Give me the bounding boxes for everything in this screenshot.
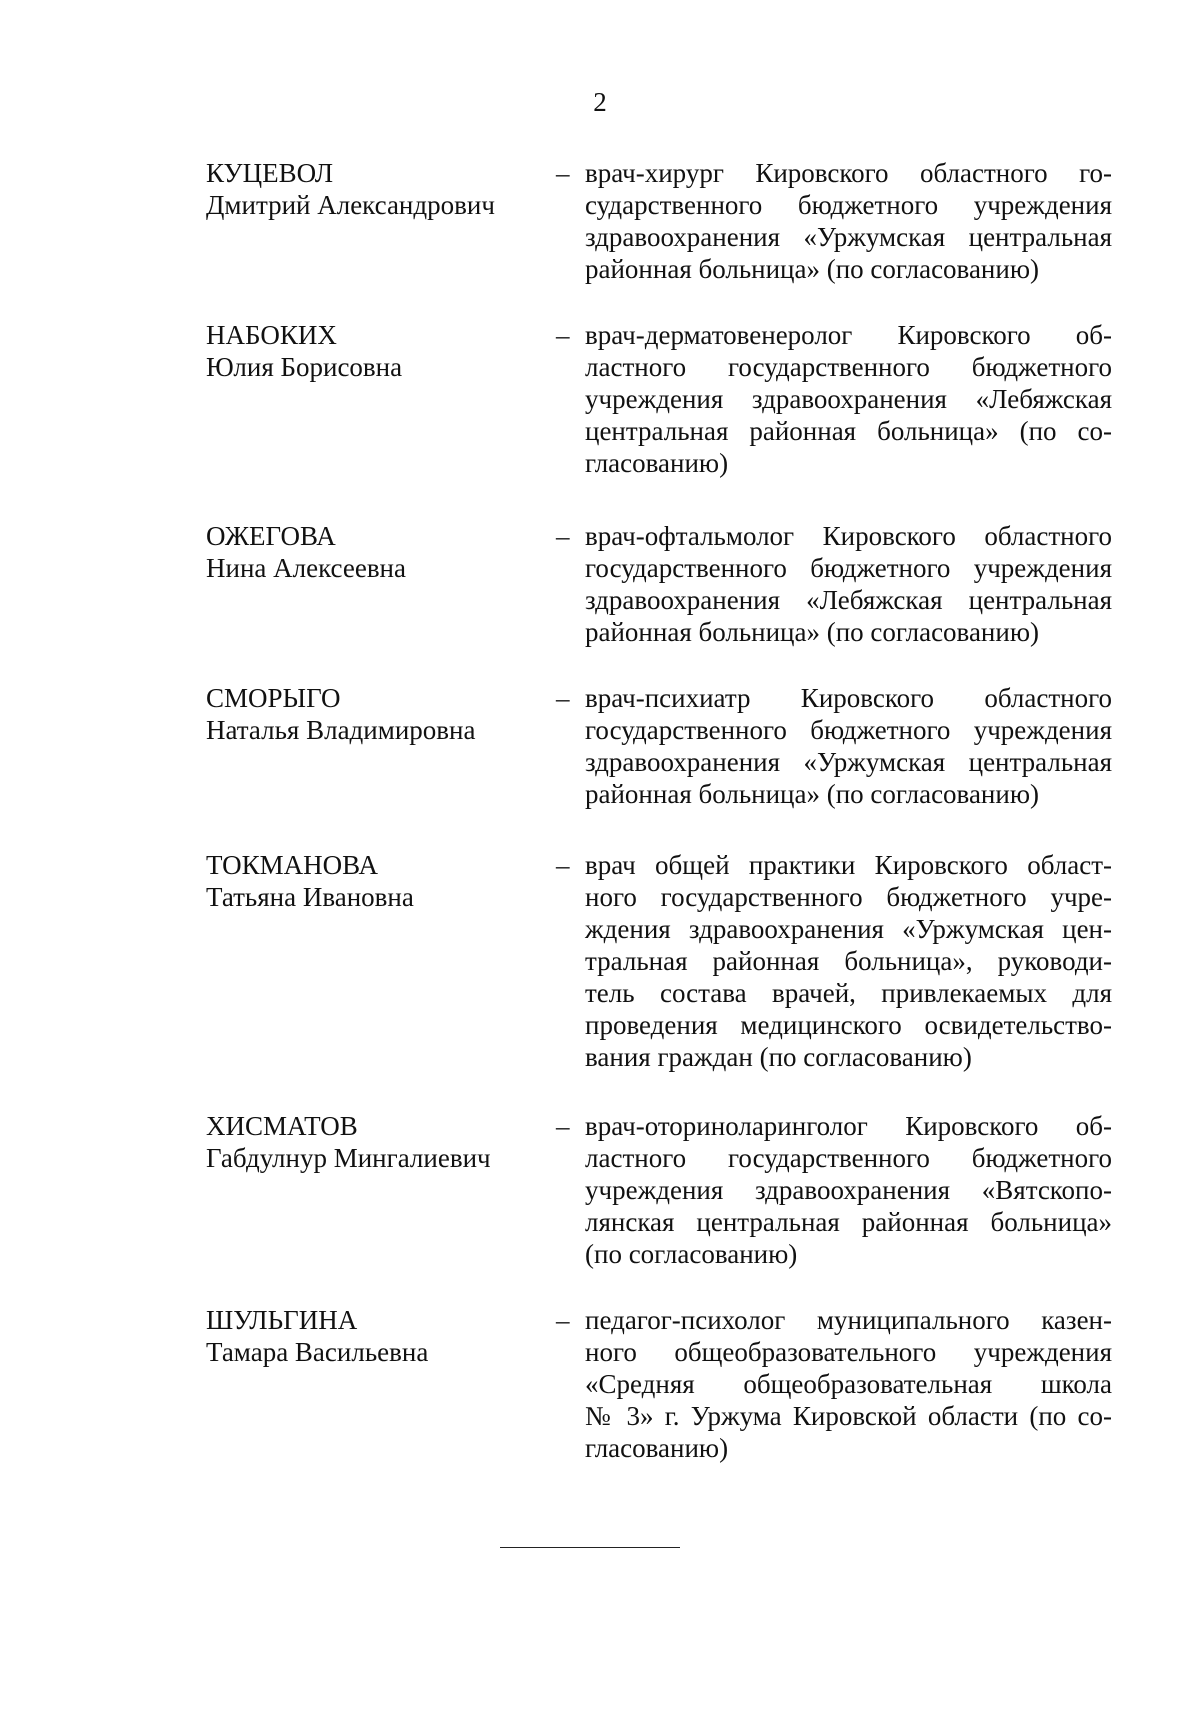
role-line: районная больница» (по согласованию) xyxy=(585,779,1039,809)
entry-dash: – xyxy=(556,320,570,350)
role-line: ластного государственного бюджетного xyxy=(585,1143,1112,1173)
member-name xyxy=(206,157,536,221)
role-line: районная больница» (по согласованию) xyxy=(585,617,1039,647)
member-role xyxy=(585,157,1112,285)
role-line: вания граждан (по согласованию) xyxy=(585,1042,972,1072)
member-name xyxy=(206,319,536,383)
role-line: гласованию) xyxy=(585,448,729,478)
role-line: лянская центральная районная больница» xyxy=(585,1207,1112,1237)
member-role xyxy=(585,319,1112,479)
member-name xyxy=(206,1304,536,1368)
member-given-names: Юлия Борисовна xyxy=(206,352,403,382)
role-line: центральная районная больница» (по со- xyxy=(585,416,1112,446)
role-line: ластного государственного бюджетного xyxy=(585,352,1112,382)
member-name xyxy=(206,682,536,746)
role-line: государственного бюджетного учреждения xyxy=(585,553,1112,583)
member-role xyxy=(585,1110,1112,1270)
role-line: врач общей практики Кировского област- xyxy=(585,850,1112,880)
member-surname: СМОРЫГО xyxy=(206,683,341,713)
member-name xyxy=(206,1110,536,1174)
end-of-list-rule xyxy=(500,1547,680,1548)
role-line: сударственного бюджетного учреждения xyxy=(585,190,1112,220)
entry-dash: – xyxy=(556,1305,570,1335)
role-line: ного государственного бюджетного учре- xyxy=(585,882,1112,912)
member-role xyxy=(585,682,1112,810)
page-number: 2 xyxy=(593,87,607,117)
role-line: врач-дерматовенеролог Кировского об- xyxy=(585,320,1112,350)
role-line: районная больница» (по согласованию) xyxy=(585,254,1039,284)
member-given-names: Татьяна Ивановна xyxy=(206,882,414,912)
role-line: педагог-психолог муниципального казен- xyxy=(585,1305,1112,1335)
entry-dash: – xyxy=(556,683,570,713)
member-given-names: Наталья Владимировна xyxy=(206,715,476,745)
entry-dash: – xyxy=(556,521,570,551)
role-line: ждения здравоохранения «Уржумская цен- xyxy=(585,914,1112,944)
role-line: тель состава врачей, привлекаемых для xyxy=(585,978,1112,1008)
role-line: «Средняя общеобразовательная школа xyxy=(585,1369,1112,1399)
role-line: учреждения здравоохранения «Лебяжская xyxy=(585,384,1112,414)
role-line: (по согласованию) xyxy=(585,1239,798,1269)
member-role xyxy=(585,1304,1112,1464)
role-line: гласованию) xyxy=(585,1433,729,1463)
role-line: здравоохранения «Уржумская центральная xyxy=(585,222,1112,252)
member-surname: ХИСМАТОВ xyxy=(206,1111,358,1141)
member-surname: КУЦЕВОЛ xyxy=(206,158,334,188)
member-surname: ШУЛЬГИНА xyxy=(206,1305,358,1335)
entry-dash: – xyxy=(556,158,570,188)
member-role xyxy=(585,849,1112,1073)
member-given-names: Тамара Васильевна xyxy=(206,1337,429,1367)
member-surname: НАБОКИХ xyxy=(206,320,337,350)
member-role xyxy=(585,520,1112,648)
role-line: врач-хирург Кировского областного го- xyxy=(585,158,1112,188)
member-given-names: Нина Алексеевна xyxy=(206,553,406,583)
entry-dash: – xyxy=(556,1111,570,1141)
role-line: государственного бюджетного учреждения xyxy=(585,715,1112,745)
role-line: врач-офтальмолог Кировского областного xyxy=(585,521,1112,551)
member-given-names: Дмитрий Александрович xyxy=(206,190,495,220)
role-line: проведения медицинского освидетельство- xyxy=(585,1010,1112,1040)
member-given-names: Габдулнур Мингалиевич xyxy=(206,1143,491,1173)
role-line: врач-психиатр Кировского областного xyxy=(585,683,1112,713)
role-line: врач-оториноларинголог Кировского об- xyxy=(585,1111,1112,1141)
role-line: здравоохранения «Уржумская центральная xyxy=(585,747,1112,777)
member-name xyxy=(206,520,536,584)
member-surname: ОЖЕГОВА xyxy=(206,521,336,551)
role-line: тральная районная больница», руководи- xyxy=(585,946,1112,976)
role-line: здравоохранения «Лебяжская центральная xyxy=(585,585,1112,615)
role-line: № 3» г. Уржума Кировской области (по со- xyxy=(585,1401,1112,1431)
role-line: ного общеобразовательного учреждения xyxy=(585,1337,1112,1367)
member-surname: ТОКМАНОВА xyxy=(206,850,378,880)
role-line: учреждения здравоохранения «Вятскопо- xyxy=(585,1175,1112,1205)
member-name xyxy=(206,849,536,913)
entry-dash: – xyxy=(556,850,570,880)
